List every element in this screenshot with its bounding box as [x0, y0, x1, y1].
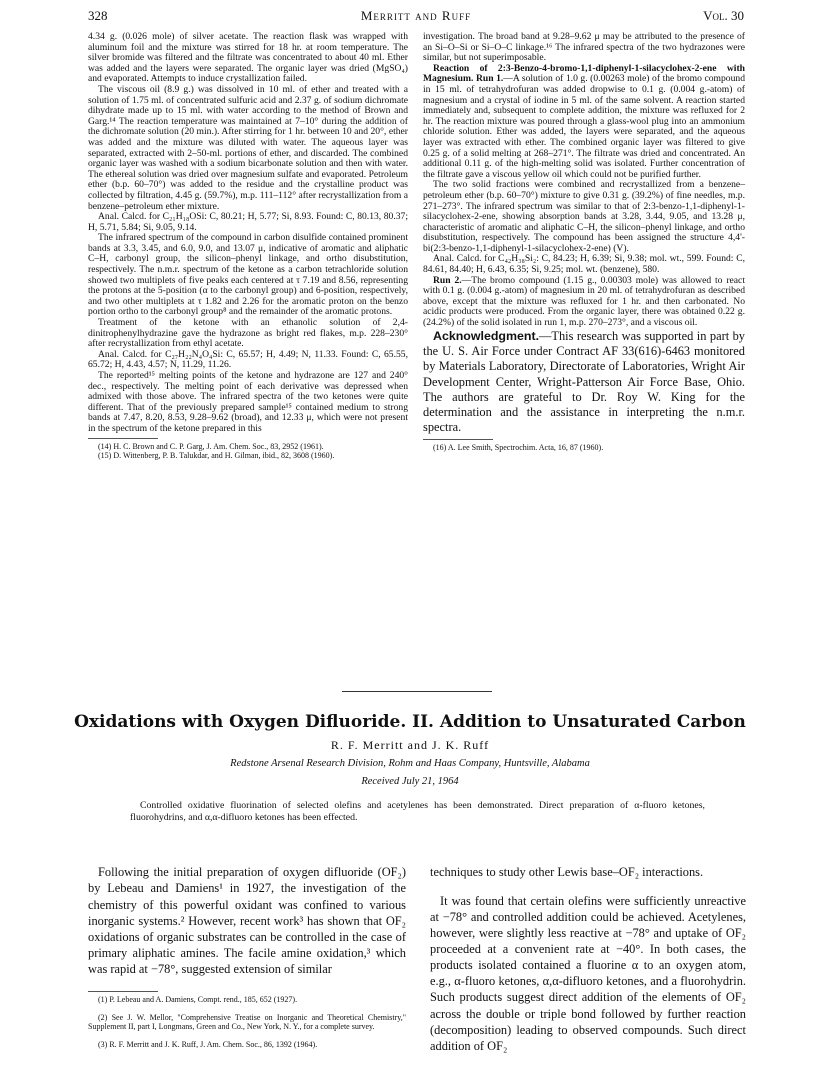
footnote-rule	[88, 438, 158, 439]
paragraph-text: —The bromo compound (1.15 g., 0.00303 mole) was allowed to react with 0.1 g. (0.004 g.-atom) of magnesium in 20 ml. of tetrahydrofuran as described above, except that the mixture was refluxed for 1 hr. and then carbonated. No acidic products were produced. From the organic layer, there was obtained 0.22 g. (24.2%) of the solid isolated in run 1, m.p. 270–273°, and a viscous oil.	[423, 274, 745, 329]
paragraph: The reported¹⁵ melting points of the ketone and hydrazone are 127 and 240° dec., respectively. The melting point of each derivative was depressed when admixed with those above. The infrared spectra of the two ketones were quite different. That of the previously prepared sample¹⁵ contained medium to strong bands at 7.47, 8.20, 8.53, 9.28–9.62 (broad), and 12.33 μ, which were not present in the spectrum of the ketone prepared in this	[88, 370, 408, 434]
abstract: Controlled oxidative fluorination of selected olefins and acetylenes has been demonstrated. Direct preparation of α-fluoro ketones, fluorohydrins, and α,α-difluoro ketones has been effected.	[130, 800, 705, 823]
footnote: (16) A. Lee Smith, Spectrochim. Acta, 16, 87 (1960).	[433, 442, 604, 452]
footnote: (1) P. Lebeau and A. Damiens, Compt. rend., 185, 652 (1927).	[98, 995, 298, 1005]
article-authors: R. F. Merritt and J. K. Ruff	[330, 738, 490, 752]
page-number: 328	[88, 8, 108, 23]
paragraph: 4.34 g. (0.026 mole) of silver acetate. The reaction flask was wrapped with aluminum foil and the mixture was stirred for 18 hr. at room temperature. The silver bromide was filtered and the filtrate was concentrated to about 40 ml. Ether was added and the layers were separated. The organic layer was dried (MgSO₄) and evaporated. Attempts to induce crystallization failed.	[88, 31, 408, 85]
analysis-paragraph: Anal. Calcd. for C₂₇H₂₂N₄O₄Si: C, 65.57; H, 4.49; N, 11.33. Found: C, 65.55, 65.72; H, 4.43, 4.57; N, 11.29, 11.26.	[88, 348, 408, 371]
paragraph-run2	[423, 276, 745, 329]
paragraph: The two solid fractions were combined and recrystallized from a benzene–petroleum ether (b.p. 60–70°) mixture to give 0.31 g. (39.2%) of fine needles, m.p. 271–273°. The infrared spectrum was similar to that of 2:3-benzo-1,1-diphenyl-1-silacyclohex-2-ene, showing absorption bands at 3.28, 3.44, 9.05, and 13.28 μ, characteristic of aromatic and aliphatic C–H, the silicon–phenyl linkage, and ortho disubstitution, respectively. The compound has been assigned the structure 4,4'-bi(2:3-benzo-1,1-diphenyl-1-silacyclohex-2-ene) (V).	[423, 179, 745, 254]
footnote: (14) H. C. Brown and C. P. Garg, J. Am. Chem. Soc., 83, 2952 (1961).	[98, 441, 324, 451]
section-heading: Reaction of 2:3-Benzo-4-bromo-1,1-diphenyl-1-silacyclohex-2-ene with Magnesium.	[423, 62, 745, 85]
paragraph: Following the initial preparation of oxygen difluoride (OF₂) by Lebeau and Damiens¹ in 1927, the investigation of the chemistry of this powerful oxidant was confined to various inorganic systems.² However, recent work³ has shown that OF₂ oxidations of organic substrates can be controlled in the case of primary aliphatic amines. The facile amine oxidation,³ which was rapid at −78°, suggested extension of similar	[88, 865, 406, 976]
body-left-column	[88, 852, 406, 1057]
acknowledgment	[423, 329, 745, 436]
paragraph-reaction	[423, 64, 745, 181]
volume-label: Vol. 30	[703, 8, 744, 23]
acknowledgment-heading: Acknowledgment.	[433, 328, 540, 343]
footnote: (3) R. F. Merritt and J. K. Ruff, J. Am. Chem. Soc., 86, 1392 (1964).	[98, 1039, 318, 1049]
top-left-column	[88, 32, 408, 461]
footnote: (15) D. Wittenberg, P. B. Talukdar, and H. Gilman, ibid., 82, 3608 (1960).	[98, 451, 335, 461]
paragraph: Treatment of the ketone with an ethanolic solution of 2,4-dinitrophenylhydrazine gave the hydrazone as bright red flakes, m.p. 228–230° after recrystallization from ethyl acetate.	[88, 317, 408, 350]
analysis-paragraph: Anal. Calcd. for C₄₂H₃₈Si₂: C, 84.23; H, 6.39; Si, 9.38; mol. wt., 599. Found: C, 84.61, 84.40; H, 6.43, 6.35; Si, 9.25; mol. wt. (benzene), 580.	[423, 253, 745, 276]
run-label: Run 1.	[475, 73, 504, 85]
paragraph: techniques to study other Lewis base–OF₂ interactions.	[430, 865, 704, 880]
acknowledgment-text: —This research was supported in part by the U. S. Air Force under Contract AF 33(616)-6463 monitored by Materials Laboratory, Directorate of Laboratories, Wright Air Development Center, Wright-Patterson Air Force Base, Ohio. The authors are grateful to Dr. Roy W. King for the determination and the assistance in interpreting the n.m.r. spectra.	[423, 328, 745, 435]
running-head: Merritt and Ruff	[360, 8, 472, 23]
footnote-rule	[423, 439, 493, 440]
paragraph: investigation. The broad band at 9.28–9.62 μ may be attributed to the presence of an Si–O–Si or Si–O–C linkage.¹⁶ The infrared spectra of the two hydrazones were similar, but not superimposable.	[423, 31, 745, 64]
paragraph: The infrared spectrum of the compound in carbon disulfide contained prominent bands at 3.3, 3.45, and 6.0, 9.0, and 13.07 μ, indicative of aromatic and aliphatic C–H, carbonyl group, the silicon–phenyl linkage, and ortho disubstitution, respectively. The n.m.r. spectrum of the ketone as a carbon tetrachloride solution showed two multiplets of five peaks each centered at τ 7.19 and 8.56, representing the protons at the 5-position (α to the carbonyl group) and 6-position, respectively, and two other multiplets at τ 1.82 and 2.26 for the aromatic proton on the benzo portion ortho to the carbonyl group⁸ and the remainder of the aromatic protons.	[88, 232, 408, 318]
analysis-paragraph: Anal. Calcd. for C₂₁H₁₈OSi: C, 80.21; H, 5.77; Si, 8.93. Found: C, 80.13, 80.37; H, 5.71, 5.84; Si, 9.05, 9.14.	[88, 211, 408, 233]
article-affiliation: Redstone Arsenal Research Division, Rohm and Haas Company, Huntsville, Alabama	[230, 758, 590, 769]
paragraph-text: —A solution of 1.0 g. (0.00263 mole) of the bromo compound in 15 ml. of tetrahydrofuran was added dropwise to 0.1 g. (0.004 g.-atom) of magnesium and a crystal of iodine in 5 ml. of the same solvent. A reaction started immediately and, subsequent to complete addition, the mixture was refluxed for 2 hr. The reaction mixture was poured through a glass-wool plug into an ammonium chloride solution. Ether was added, the layers were separated, and the aqueous layer was extracted with ether. The combined organic layer was filtered to give 0.25 g. of a solid melting at 268–271°. The filtrate was dried and concentrated. An additional 0.11 g. of the high-melting solid was isolated. Further concentration of the filtrate gave a viscous yellow oil which could not be purified further.	[423, 73, 745, 180]
footnote: (2) See J. W. Mellor, "Comprehensive Treatise on Inorganic and Theoretical Chemistry," Supplement II, part I, Longmans, Green and Co., New York, N. Y., for a complete survey.	[88, 1012, 406, 1032]
article-separator	[342, 691, 492, 692]
paragraph: The viscous oil (8.9 g.) was dissolved in 10 ml. of ether and treated with a solution of 1.75 ml. of concentrated sulfuric acid and 2.37 g. of sodium dichromate dihydrate made up to 15 ml. with water according to the method of Brown and Garg.¹⁴ The reaction temperature was maintained at 7–10° during the addition of the dichromate solution (20 min.). After stirring for 1 hr. between 10 and 20°, ether was added and the mixture was diluted with water. The aqueous layer was separated, extracted with 2–50-ml. portions of ether, and discarded. The combined organic layer was washed with a sodium bicarbonate solution and then with water. The ethereal solution was dried over magnesium sulfate and evaporated. Petroleum ether (b.p. 60–70°) was added to the residue and the crystalline product was collected by filtration, 4.45 g. (59.7%), m.p. 111–112° after recrystallization from a benzene–petroleum ether mixture.	[88, 83, 408, 212]
top-right-column	[423, 32, 745, 452]
article-title: Oxidations with Oxygen Difluoride. II. Addition to Unsaturated Carbon	[74, 712, 746, 732]
paragraph: It was found that certain olefins were sufficiently unreactive at −78° and controlled addition could be achieved. Acetylenes, however, were slightly less reactive at −78° and uptake of OF₂ proceeded at a convenient rate at −40°. In both cases, the products isolated contained a fluorine α to an oxygen atom, e.g., α-fluoro ketones, α,α-difluoro ketones, and a fluorohydrin. Such products suggest direct addition of the elements of OF₂ across the double or triple bond followed by further reaction (decomposition) leading to observed compounds. Such direct addition of OF₂	[430, 893, 746, 1053]
run-label: Run 2.	[433, 274, 462, 286]
footnote-rule	[88, 991, 158, 992]
received-date: Received July 21, 1964	[361, 776, 459, 787]
body-right-column	[430, 852, 746, 1066]
page-header	[88, 8, 744, 28]
